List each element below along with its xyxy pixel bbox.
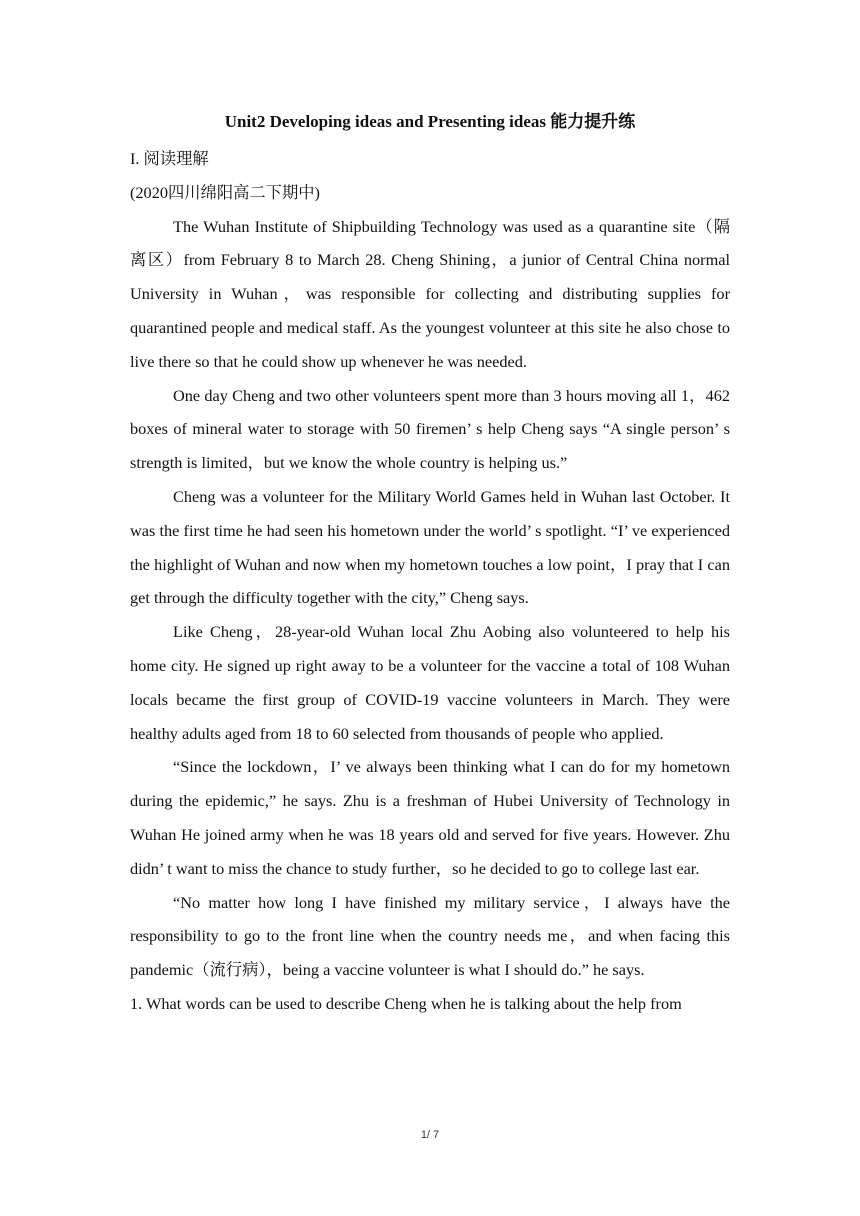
document-body xyxy=(130,142,730,1021)
passage-paragraph-5: “Since the lockdown，I’ ve always been thinking what I can do for my hometown during the epidemic,” he says. Zhu is a freshman of Hubei University of Technology in Wuhan He joined army when he was 18 years old and served for five years. However. Zhu didn’ t want to miss the chance to study further，so he decided to go to college last ear. xyxy=(130,757,730,878)
passage-paragraph-6: “No matter how long I have finished my military service，I always have the responsibility to go to the front line when the country needs me，and when facing this pandemic（流行病），being a vaccine volunteer is what I should do.” he says. xyxy=(130,892,730,980)
passage-paragraph-1: The Wuhan Institute of Shipbuilding Technology was used as a quarantine site（隔离区）from February 8 to March 28. Cheng Shining，a junior of Central China normal University in Wuhan，was responsible for collecting and distributing supplies for quarantined people and medical staff. As the youngest volunteer at this site he also chose to live there so that he could show up whenever he was needed. xyxy=(130,216,730,371)
section-heading: I. 阅读理解 xyxy=(130,149,209,168)
source-note: (2020四川绵阳高二下期中) xyxy=(130,182,320,202)
page-number: 1/ 7 xyxy=(420,1129,440,1141)
question-1: 1. What words can be used to describe Cheng when he is talking about the help from xyxy=(130,993,682,1013)
passage-paragraph-3: Cheng was a volunteer for the Military World Games held in Wuhan last October. It was the first time he had seen his hometown under the world’ s spotlight. “I’ ve experienced the highlight of Wuhan and now when my hometown touches a low point，I pray that I can get through the difficulty together with the city,” Cheng says. xyxy=(130,486,730,608)
passage-paragraph-4: Like Cheng，28-year-old Wuhan local Zhu Aobing also volunteered to help his home city. He signed up right away to be a volunteer for the vaccine a total of 108 Wuhan locals became the first group of COVID-19 vaccine volunteers in March. They were healthy adults aged from 18 to 60 selected from thousands of people who applied. xyxy=(130,622,730,743)
document-title: Unit2 Developing ideas and Presenting ideas 能力提升练 xyxy=(224,112,636,131)
passage-paragraph-2: One day Cheng and two other volunteers spent more than 3 hours moving all 1，462 boxes of mineral water to storage with 50 firemen’ s help Cheng says “A single person’ s strength is limited，but we know the whole country is helping us.” xyxy=(130,385,730,473)
